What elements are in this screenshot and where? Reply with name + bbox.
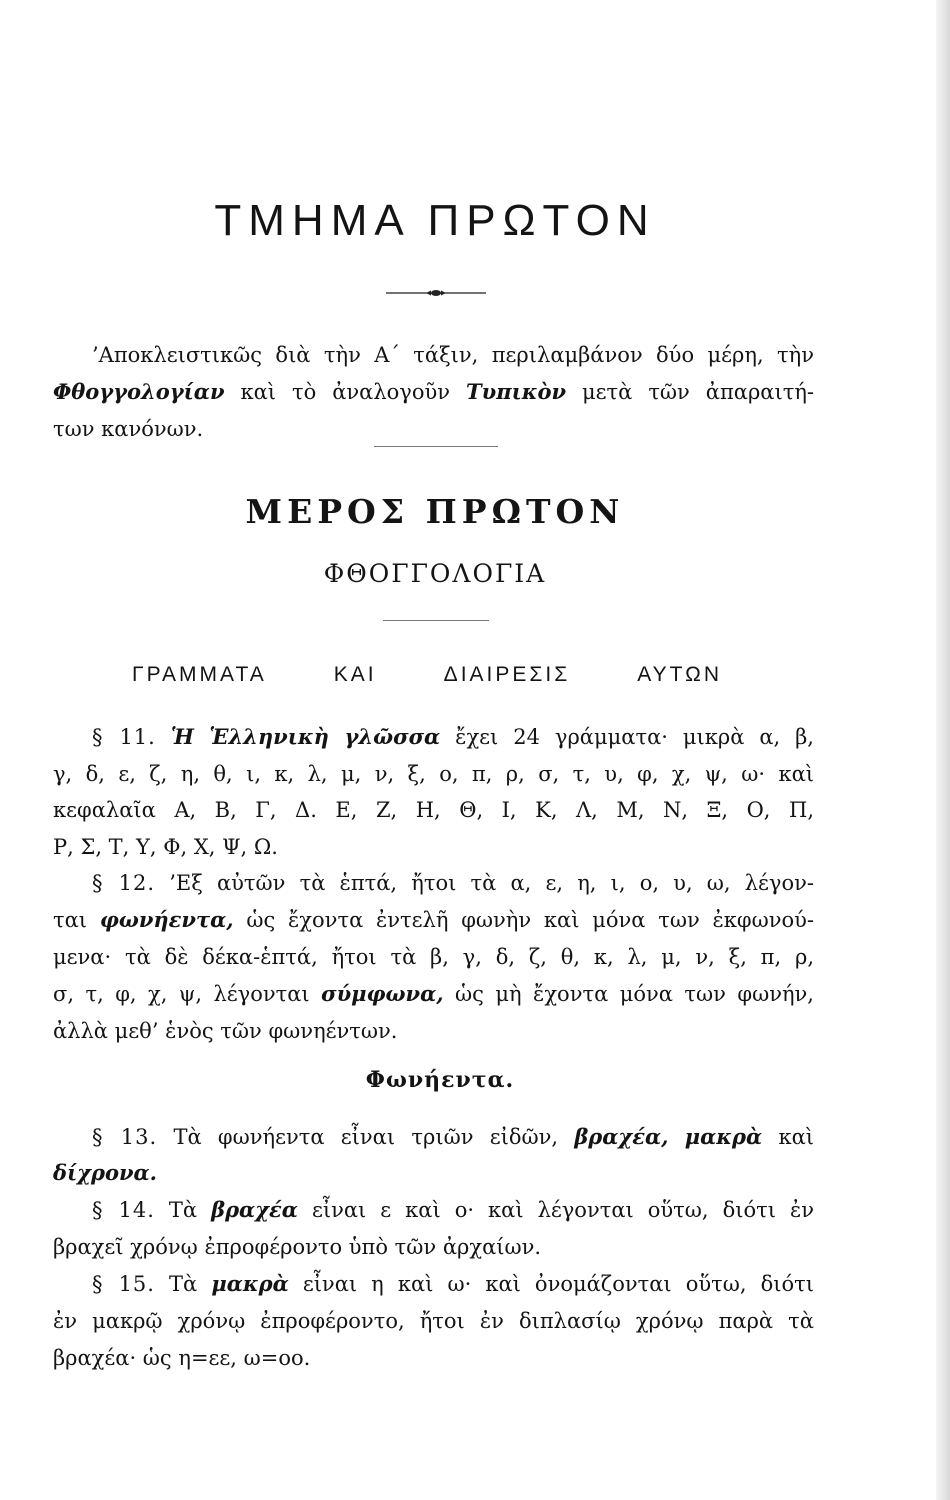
intro-line-3: των κανόνων. <box>53 417 204 441</box>
paragraph-15-line-1 <box>92 1269 814 1299</box>
paragraph-14-line-1 <box>92 1195 814 1225</box>
section-number: § 15. <box>92 1272 155 1296</box>
paragraph-13-line-2 <box>53 1158 157 1188</box>
paragraph-text: Τὰ <box>169 1272 198 1296</box>
paragraph-text: καὶ <box>778 1125 814 1149</box>
section-number: § 13. <box>92 1125 158 1149</box>
ornament-divider <box>386 288 486 298</box>
intro-term-phthongologia: Φθογγολογίαν <box>53 379 225 404</box>
intro-text: καὶ τὸ ἀναλογοῦν <box>240 380 451 404</box>
paragraph-12-line-5: ἀλλὰ μεθ’ ἑνὸς τῶν φωνηέντων. <box>53 1019 398 1043</box>
paragraph-12-line-3: μενα· τὰ δὲ δέκα-ἑπτά, ἤτοι τὰ β, γ, δ, ζ, θ, κ, λ, μ, ν, ξ, π, ρ, <box>53 945 814 969</box>
paragraph-text: σ, τ, φ, χ, ψ, λέγονται <box>53 982 310 1006</box>
section-number: § 11. <box>92 725 156 749</box>
section-number: § 12. <box>92 871 156 895</box>
section-heading: ΓΡΑΜΜΑΤΑ ΚΑΙ ΔΙΑΙΡΕΣΙΣ ΑΥΤΩΝ <box>132 663 722 686</box>
section-number: § 14. <box>92 1198 155 1222</box>
paragraph-text: εἶναι ε καὶ ο· καὶ λέγονται οὕτω, διότι ἐν <box>311 1198 814 1222</box>
paragraph-11-line-1 <box>92 722 814 752</box>
paragraph-11-line-3: κεφαλαῖα Α, Β, Γ, Δ. Ε, Ζ, Η, Θ, Ι, Κ, Λ, Μ, Ν, Ξ, Ο, Π, <box>53 798 814 822</box>
intro-text: μετὰ τῶν ἀπαραιτή- <box>582 380 814 404</box>
paragraph-12-line-2 <box>53 905 814 935</box>
paragraph-11-line-4: Ρ, Σ, Τ, Υ, Φ, Χ, Ψ, Ω. <box>53 835 278 859</box>
paragraph-11-line-2: γ, δ, ε, ζ, η, θ, ι, κ, λ, μ, ν, ξ, ο, π, ρ, σ, τ, υ, φ, χ, ψ, ω· καὶ <box>53 762 814 786</box>
part-subtitle: ΦΘΟΓΓΟΛΟΓΙΑ <box>323 559 547 588</box>
paragraph-15-line-2: ἐν μακρῷ χρόνῳ ἐπροφέροντο, ἤτοι ἐν διπλασίῳ χρόνῳ παρὰ τὰ <box>53 1309 814 1333</box>
term-dichrona: δίχρονα. <box>53 1160 157 1185</box>
term-brachea: βραχέα, <box>574 1124 669 1149</box>
term-makra: μακρὰ <box>684 1124 763 1149</box>
intro-line-1: ’Αποκλειστικῶς διὰ τὴν Α΄ τάξιν, περιλαμβάνον δύο μέρη, τὴν <box>92 343 814 367</box>
part-title: ΜΕΡΟΣ ΠΡΩΤΟΝ <box>245 492 625 531</box>
term-makra: μακρὰ <box>211 1271 289 1296</box>
paragraph-text: Τὰ <box>168 1198 198 1222</box>
paragraph-text: ὡς ἔχοντα ἐντελῆ φωνὴν καὶ μόνα των ἐκφωνού- <box>246 908 814 932</box>
term-hellenike-glossa: Ἡ Ἑλληνικὴ γλῶσσα <box>170 724 441 749</box>
paragraph-text: ται <box>53 908 88 932</box>
paragraph-text: ’Εξ αὐτῶν τὰ ἑπτά, ἤτοι τὰ α, ε, η, ι, ο, υ, ω, λέγον- <box>169 871 814 895</box>
term-symphona: σύμφωνα, <box>321 981 444 1006</box>
intro-term-typikon: Τυπικὸν <box>466 379 567 404</box>
paragraph-14-line-2: βραχεῖ χρόνῳ ἐπροφέροντο ὑπὸ τῶν ἀρχαίων. <box>53 1235 542 1259</box>
paragraph-text: ὡς μὴ ἔχοντα μόνα των φωνήν, <box>455 982 814 1006</box>
divider-rule <box>374 446 498 447</box>
paragraph-text: εἶναι η καὶ ω· καὶ ὀνομάζονται οὕτω, διότι <box>302 1272 814 1296</box>
subheading-phoneenta: Φωνήεντα. <box>365 1067 515 1093</box>
term-brachea: βραχέα <box>211 1197 298 1222</box>
intro-line-2 <box>53 377 814 407</box>
paragraph-12-line-4 <box>53 979 814 1009</box>
divider-rule <box>383 620 489 621</box>
term-phoneenta: φωνήεντα, <box>99 907 234 932</box>
paragraph-15-line-3: βραχέα· ὡς η=εε, ω=οο. <box>53 1346 311 1370</box>
paragraph-13-line-1 <box>92 1122 814 1152</box>
paragraph-text: Τὰ φωνήεντα εἶναι τριῶν εἰδῶν, <box>173 1125 559 1149</box>
paragraph-12-line-1 <box>92 868 814 898</box>
paragraph-text: ἔχει 24 γράμματα· μικρὰ α, β, <box>455 725 814 749</box>
page-title: ΤΜΗΜΑ ΠΡΩΤΟΝ <box>214 196 656 245</box>
